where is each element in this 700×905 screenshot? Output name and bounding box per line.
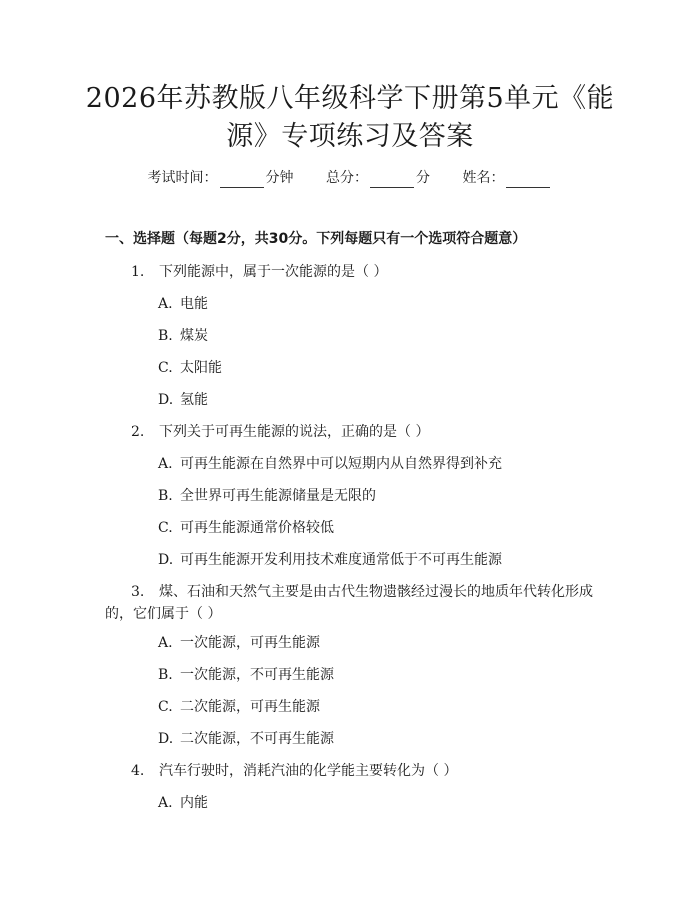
question-text: 煤、石油和天然气主要是由古代生物遗骸经过漫长的地质年代转化形成	[159, 584, 593, 600]
question-text: 汽车行驶时，消耗汽油的化学能主要转化为（ ）	[159, 763, 458, 779]
question-2-option-b	[158, 486, 376, 506]
option-letter: A.	[158, 795, 173, 811]
option-text: 电能	[180, 296, 208, 312]
question-number: 3.	[131, 584, 145, 600]
option-text: 太阳能	[180, 360, 222, 376]
title-line-1: 2026年苏教版八年级科学下册第5单元《能	[85, 83, 615, 114]
option-text: 一次能源，可再生能源	[180, 635, 320, 651]
exam-time-unit: 分钟	[265, 170, 294, 186]
question-3-option-b	[158, 665, 334, 685]
question-3-option-d	[158, 729, 334, 749]
option-text: 内能	[180, 795, 208, 811]
exam-info-line	[0, 168, 700, 188]
question-number: 2.	[131, 424, 145, 440]
option-letter: C.	[158, 360, 173, 376]
option-text: 煤炭	[180, 328, 208, 344]
option-text: 可再生能源通常价格较低	[180, 520, 334, 536]
section-heading: 一、选择题（每题2分，共30分。下列每题只有一个选项符合题意）	[105, 231, 527, 247]
option-text: 可再生能源开发利用技术难度通常低于不可再生能源	[180, 552, 502, 568]
option-letter: D.	[158, 731, 174, 747]
question-3-option-a	[158, 633, 320, 653]
question-2-option-d	[158, 550, 502, 570]
option-letter: B.	[158, 328, 173, 344]
option-letter: D.	[158, 392, 174, 408]
title-line-2: 源》专项练习及答案	[226, 121, 474, 152]
option-text: 全世界可再生能源储量是无限的	[180, 488, 376, 504]
question-1-option-a	[158, 294, 208, 314]
question-number: 1.	[131, 264, 145, 280]
question-3	[131, 582, 593, 602]
option-text: 可再生能源在自然界中可以短期内从自然界得到补充	[180, 456, 502, 472]
question-4-option-a	[158, 793, 208, 813]
question-3-continuation: 的，它们属于（ ）	[105, 606, 222, 622]
question-2-option-c	[158, 518, 334, 538]
option-letter: B.	[158, 488, 173, 504]
document-title	[0, 80, 700, 156]
total-score-label: 总分：	[326, 170, 368, 186]
student-name-blank	[506, 173, 550, 188]
option-letter: A.	[158, 635, 173, 651]
exam-time-field	[148, 168, 294, 188]
question-text: 下列关于可再生能源的说法，正确的是（ ）	[159, 424, 430, 440]
exam-time-blank	[220, 173, 264, 188]
question-1-option-c	[158, 358, 222, 378]
option-text: 氢能	[180, 392, 208, 408]
question-1-option-b	[158, 326, 208, 346]
option-letter: C.	[158, 520, 173, 536]
question-2-option-a	[158, 454, 502, 474]
option-text: 一次能源，不可再生能源	[180, 667, 334, 683]
question-3-option-c	[158, 697, 320, 717]
exam-time-label: 考试时间：	[147, 170, 218, 186]
total-score-field	[326, 168, 430, 188]
option-letter: A.	[158, 456, 173, 472]
student-name-field	[462, 168, 552, 188]
question-4	[131, 761, 457, 781]
option-letter: A.	[158, 296, 173, 312]
question-number: 4.	[131, 763, 145, 779]
student-name-label: 姓名：	[462, 170, 505, 186]
question-1	[131, 262, 387, 282]
option-letter: B.	[158, 667, 173, 683]
question-2	[131, 422, 429, 442]
total-score-blank	[370, 173, 414, 188]
option-letter: D.	[158, 552, 174, 568]
option-letter: C.	[158, 699, 173, 715]
total-score-unit: 分	[416, 170, 430, 186]
question-1-option-d	[158, 390, 208, 410]
option-text: 二次能源，可再生能源	[180, 699, 320, 715]
question-text: 下列能源中，属于一次能源的是（ ）	[159, 264, 388, 280]
option-text: 二次能源，不可再生能源	[180, 731, 334, 747]
